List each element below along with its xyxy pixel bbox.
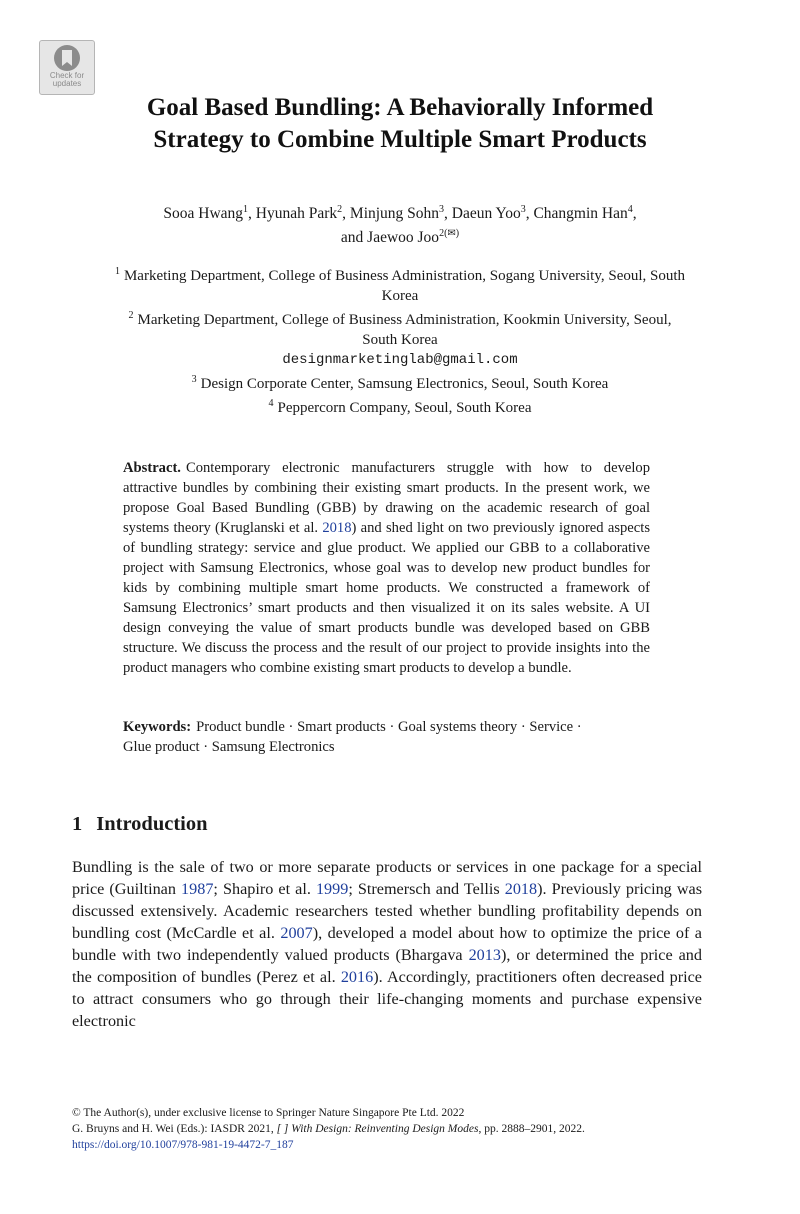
section-title: Introduction [96,813,208,835]
affiliation-3: $^3$ Design Corporate Center, Samsung Electronics, Seoul, South Korea [191,374,609,392]
author-name: Minjung Sohn [349,205,440,223]
affiliation-list [0,262,800,418]
footer [72,1105,732,1153]
citation-link[interactable]: 2018 [504,880,538,898]
citation-link[interactable]: 2007 [280,924,313,942]
citation-line: G. Bruyns and H. Wei (Eds.): IASDR 2021, [ ] With Design: Reinventing Design Modes, pp. 2888–2901, 2022. [72,1123,585,1135]
keyword: Service [529,719,574,735]
section-heading [72,811,208,837]
author-name: Daeun Yoo [451,205,521,223]
affiliation-1: $^1$ Marketing Department, College of Business Administration, Sogang University, Seoul, South Korea [114,266,686,304]
authors-joiner: and [340,229,364,247]
author-affiliation-marker: 3 [520,204,526,215]
badge-text-line1: Check for [49,71,85,80]
author-list: Sooa Hwang$^1$, Hyunah Park$^2$, Minjung Sohn$^3$, Daeun Yoo$^3$, Changmin Han$^4$, and Jaewoo Joo$^{2(✉)}$ [163,204,637,247]
citation-link[interactable]: 2013 [468,946,501,964]
abstract-label: Abstract. [123,460,181,476]
section-number: 1 [72,813,83,835]
corresponding-author-marker[interactable]: 2(✉) [439,228,460,240]
author-name: Changmin Han [533,205,628,223]
keyword: Product bundle [196,719,285,735]
author-name: Hyunah Park [255,205,338,223]
citation-link[interactable]: 1987 [181,880,214,898]
keywords: Keywords: Product bundle · Smart products · Goal systems theory · Service · Glue product · Samsung Electronics [123,719,582,755]
affiliation-4: $^4$ Peppercorn Company, Seoul, South Korea [268,398,532,416]
keyword: Glue product [123,739,200,755]
author-affiliation-marker: 2 [337,204,343,215]
citation-link[interactable]: 2016 [340,968,374,986]
paper-title-line2: Strategy to Combine Multiple Smart Products [153,126,647,153]
keywords-label: Keywords: [123,719,192,735]
abstract-text: ) and shed light on two previously ignored aspects of bundling strategy: service and glue product. We applied our GBB to a collaborative project with Samsung Electronics, whose goal was to develop new product bundles for kids by combining multiple smart home products. We constructed a framework of Samsung Electronics’ smart products and then visualized it on its sales website. A UI design conveying the value of smart products bundle was developed based on GBB structure. We discuss the process and the result of our project to provide insights into the product managers who combine existing smart products to develop a bundle. [123,520,650,676]
bookmark-icon [53,44,81,72]
intro-paragraph: Bundling is the sale of two or more separate products or services in one package for a special price (Guiltinan 1987; Shapiro et al. 1999; Stremersch and Tellis 2018). Previously pricing was discussed extensively. Academic researchers tested whether bundling profitability depends on bundling cost (McCardle et al. 2007), developed a model about how to optimize the price of a bundle with two independently valued products (Bhargava 2013), or determined the price and the composition of bundles (Perez et al. 2016). Accordingly, practitioners often decreased price to attract consumers who go through their life-changing moments and purchase expensive electronic [72,858,703,1030]
badge-text-line2: updates [52,79,82,88]
author-affiliation-marker: 3 [439,204,445,215]
abstract [123,458,650,678]
contact-email[interactable]: designmarketinglab@gmail.com [282,352,518,368]
check-for-updates-badge[interactable] [39,40,95,95]
affiliation-2: $^2$ Marketing Department, College of Business Administration, Kookmin University, Seoul, South Korea [128,310,672,348]
paper-title [0,92,800,156]
citation-link[interactable]: 1999 [315,880,349,898]
author-affiliation-marker: 4 [627,204,633,215]
keyword: Smart products [297,719,386,735]
author-affiliation-marker: 1 [243,204,249,215]
author-name: Jaewoo Joo [367,229,440,247]
author-name: Sooa Hwang [163,205,244,223]
citation-link[interactable]: 2018 [322,520,352,536]
keyword: Samsung Electronics [211,739,335,755]
paper-title-line1: Goal Based Bundling: A Behaviorally Informed [146,94,654,121]
copyright-notice: © The Author(s), under exclusive license to Springer Nature Singapore Pte Ltd. 2022 [72,1107,465,1119]
keyword: Goal systems theory [398,719,518,735]
doi-link[interactable]: https://doi.org/10.1007/978-981-19-4472-7_187 [72,1139,294,1151]
abstract-text: Contemporary electronic manufacturers struggle with how to develop attractive bundles by combining their existing smart products. In the present work, we propose Goal Based Bundling (GBB) by drawing on the academic research of goal systems theory (Kruglanski et al. [123,460,650,536]
